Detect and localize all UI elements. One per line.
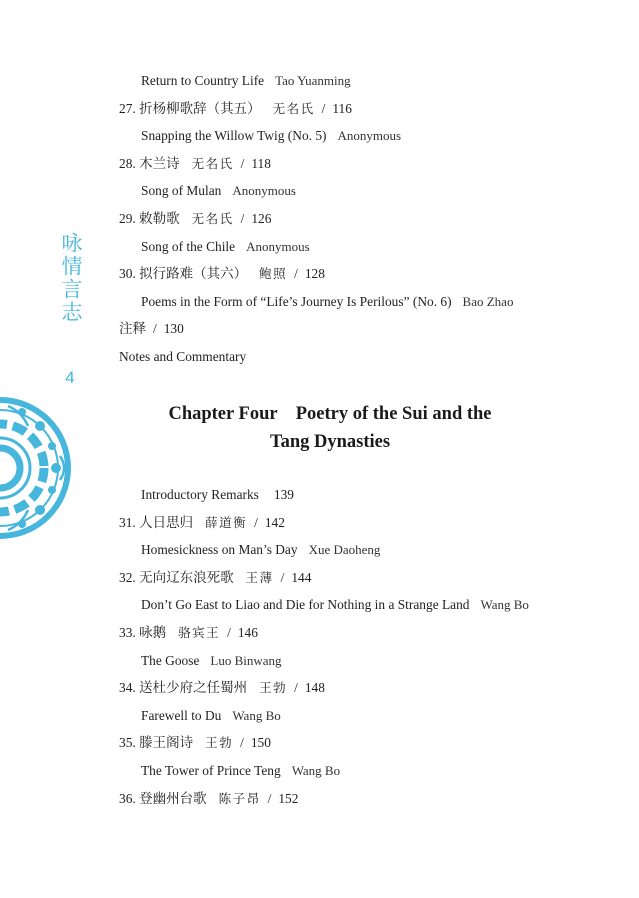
toc-entry-chinese <box>119 514 285 532</box>
entry-chinese-title: 折杨柳歌辞（其五） <box>139 100 261 117</box>
toc-entry-english <box>141 652 282 670</box>
entry-page-number: 144 <box>291 569 312 585</box>
entry-separator: / <box>321 100 326 116</box>
toc-entry-english <box>141 238 310 256</box>
toc-entry-chinese <box>119 155 271 173</box>
entry-chinese-author: 鲍照 <box>259 266 288 282</box>
entry-chinese-title: 木兰诗 <box>139 155 180 172</box>
entry-chinese-title: 注释 <box>119 321 146 338</box>
entry-page-number: 139 <box>273 487 294 502</box>
toc-entry-english <box>141 707 281 725</box>
entry-chinese-author: 薛道衡 <box>205 514 248 530</box>
entry-english-title: Introductory Remarks <box>141 487 259 502</box>
entry-separator: / <box>240 155 245 171</box>
toc-entry-chinese <box>119 569 311 587</box>
chapter-heading-line1: Chapter Four Poetry of the Sui and the <box>168 404 492 424</box>
entry-number: 32. <box>119 569 140 585</box>
chapter-heading-line2: Tang Dynasties <box>269 432 391 452</box>
toc-entry-english <box>141 541 380 559</box>
entry-page-number: 142 <box>264 514 285 530</box>
chapter-heading <box>120 400 540 456</box>
entry-english-author: Anonymous <box>337 128 402 144</box>
entry-page-number: 146 <box>237 625 258 640</box>
toc-entry-chinese <box>119 734 271 752</box>
entry-page-number: 126 <box>251 211 272 226</box>
entry-chinese-author: 王勃 <box>205 735 234 751</box>
entry-chinese-title: 敕勒歌 <box>139 211 180 227</box>
entry-number: 36. <box>119 790 140 806</box>
entry-page-number: 118 <box>251 155 271 171</box>
toc-entry-chinese <box>119 100 352 118</box>
entry-english-title: Snapping the Willow Twig (No. 5) <box>141 128 327 144</box>
toc-entry-english <box>141 596 529 614</box>
entry-chinese-title: 滕王阁诗 <box>139 735 194 752</box>
entry-english-author: Wang Bo <box>232 707 281 723</box>
entry-english-author: Anonymous <box>246 238 310 254</box>
entry-page-number: 150 <box>250 735 271 751</box>
entry-english-title: The Tower of Prince Teng <box>141 763 281 778</box>
entry-separator: / <box>240 211 245 226</box>
toc-entry-chinese <box>119 679 325 697</box>
toc-entry-chinese <box>119 624 258 642</box>
entry-english-author: Anonymous <box>232 183 296 199</box>
entry-english-author: Wang Bo <box>480 597 529 613</box>
entry-english-author: Xue Daoheng <box>308 542 381 558</box>
entry-chinese-author: 陈子昂 <box>218 790 261 806</box>
entry-chinese-author: 无名氏 <box>191 155 234 171</box>
entry-english-title: Homesickness on Man’s Day <box>141 542 298 558</box>
entry-chinese-title: 人日思归 <box>139 514 194 531</box>
entry-separator: / <box>267 790 272 806</box>
entry-separator: / <box>294 680 298 696</box>
toc-entry-english <box>141 182 296 200</box>
entry-chinese-title: 送杜少府之任蜀州 <box>139 680 248 697</box>
toc-entry-english <box>141 127 401 145</box>
entry-english-title: Farewell to Du <box>141 707 222 723</box>
entry-english-title: Don’t Go East to Liao and Die for Nothing in a Strange Land <box>141 597 470 613</box>
entry-page-number: 116 <box>332 100 352 116</box>
entry-chinese-author: 骆宾王 <box>178 625 221 640</box>
entry-number: 31. <box>119 514 140 530</box>
toc-entry-english <box>141 762 340 780</box>
entry-english-author: Wang Bo <box>291 763 341 778</box>
entry-english-title: Song of Mulan <box>141 183 222 199</box>
entry-chinese-title: 咏鹅 <box>139 625 167 641</box>
entry-english-title: Notes and Commentary <box>119 349 247 364</box>
decorative-medallion-icon <box>0 396 80 546</box>
entry-separator: / <box>153 321 157 337</box>
entry-english-title: Return to Country Life <box>141 73 265 88</box>
entry-english-author: Luo Binwang <box>210 652 282 668</box>
entry-english-title: Poems in the Form of “Life’s Journey Is Perilous” (No. 6) <box>141 293 452 309</box>
entry-chinese-title: 登幽州台歌 <box>139 790 207 807</box>
entry-separator: / <box>240 735 244 751</box>
entry-chinese-author: 王勃 <box>259 680 288 696</box>
toc-entry-notes-english <box>119 348 246 366</box>
entry-separator: / <box>280 569 285 585</box>
entry-page-number: 130 <box>163 321 184 337</box>
entry-number: 28. <box>119 155 140 171</box>
page-number: 4 <box>65 368 75 387</box>
entry-number: 35. <box>119 735 140 751</box>
entry-chinese-author: 无名氏 <box>272 100 315 116</box>
entry-chinese-title: 无向辽东浪死歌 <box>139 569 234 586</box>
entry-number: 27. <box>119 100 140 116</box>
toc-entry-chinese <box>119 265 325 283</box>
entry-number: 30. <box>119 266 140 282</box>
entry-page-number: 152 <box>278 790 299 806</box>
toc-entry-english <box>141 293 513 311</box>
entry-english-author: Tao Yuanming <box>275 73 351 88</box>
entry-chinese-author: 无名氏 <box>191 211 234 226</box>
toc-entry-chinese <box>119 210 271 228</box>
entry-chinese-title: 拟行路难（其六） <box>139 266 248 283</box>
entry-english-title: The Goose <box>141 652 200 668</box>
entry-number: 29. <box>119 211 140 226</box>
toc-entry-chinese <box>119 790 298 808</box>
toc-entry-notes <box>119 320 184 338</box>
toc-entry-english <box>141 72 351 90</box>
entry-number: 33. <box>119 625 140 640</box>
entry-chinese-author: 王薄 <box>245 569 274 585</box>
entry-separator: / <box>227 625 231 640</box>
side-book-title: 咏情言志 <box>59 232 83 324</box>
entry-english-title: Song of the Chile <box>141 238 236 254</box>
entry-separator: / <box>294 266 298 282</box>
entry-page-number: 148 <box>304 680 325 696</box>
entry-separator: / <box>254 514 258 530</box>
entry-number: 34. <box>119 680 140 696</box>
entry-page-number: 128 <box>304 266 325 282</box>
toc-entry-intro <box>141 486 294 504</box>
entry-english-author: Bao Zhao <box>462 293 514 309</box>
